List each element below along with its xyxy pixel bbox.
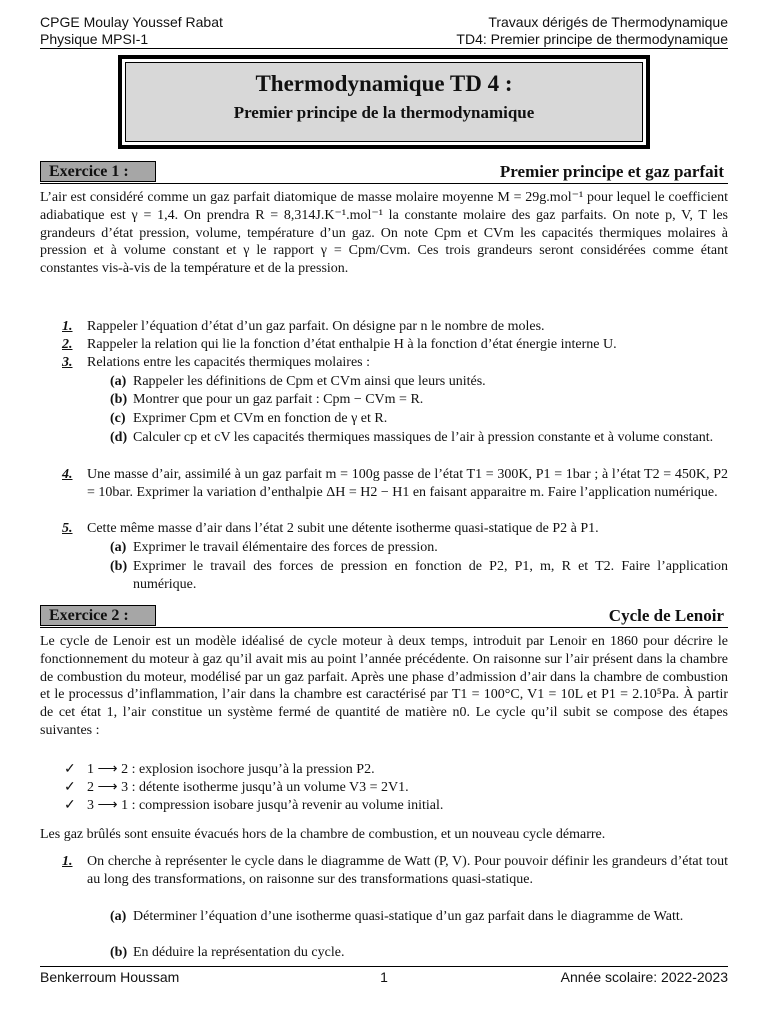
check-icon: ✓ bbox=[64, 780, 76, 795]
exercise1-question-1: Rappeler l’équation d’état d’un gaz parfait. On désigne par n le nombre de moles. bbox=[87, 319, 545, 334]
exercise1-intro: L’air est considéré comme un gaz parfait diatomique de masse molaire moyenne M = 29g.mol⁻¹ pour lequel le coefficient adiabatique est γ = 1,4. On prendra R = 8,314J.K⁻¹.mol⁻¹ la constante molaire des gaz parfaits. On note p, V, T les grandeurs d’état pression, volume, température d’un gaz. On note Cpm et CVm les capacités thermiques molaires à pression et à volume constant et γ le rapport γ = Cpm/Cvm. Ces trois grandeurs seront considérées comme étant constantes vis-à-vis de la température et de la pression. bbox=[40, 190, 728, 277]
exercise2-title: Cycle de Lenoir bbox=[608, 606, 724, 625]
page-number: 1 bbox=[380, 969, 388, 985]
cycle-step-3: 3 ⟶ 1 : compression isobare jusqu’à revenir au volume initial. bbox=[87, 798, 444, 813]
course-name: Travaux dérigés de Thermodynamique bbox=[488, 14, 728, 30]
exercise2-intro: Le cycle de Lenoir est un modèle idéalisé de cycle moteur à deux temps, introduit par Lenoir en 1860 pour décrire le fonctionnement du moteur à gaz qu’il avait mis au point l’année précédente. On raisonne sur l’air présent dans la chambre de combustion du moteur, modélisé par un gaz parfait. Après une phase d’admission d’air dans la chambre de combustion et le processus d’inflammation, l’air dans la chambre est caractérisé par T1 = 100°C, V1 = 10L et P1 = 2.10⁵Pa. À partir de cet état 1, l’air constitue un système fermé de quantité de matière n0. Le cycle qu’il subit se compose des étapes suivantes : bbox=[40, 634, 728, 738]
q-number: 1. bbox=[62, 319, 73, 334]
sub-label: (a) bbox=[110, 540, 127, 555]
page-subtitle: Premier principe de la thermodynamique bbox=[233, 103, 535, 122]
sub-label: (b) bbox=[110, 559, 128, 574]
exercise2-after: Les gaz brûlés sont ensuite évacués hors de la chambre de combustion, et un nouveau cycle démarre. bbox=[40, 827, 606, 842]
exercise1-label: Exercice 1 : bbox=[40, 161, 156, 182]
exercise2-question-1a: Déterminer l’équation d’une isotherme quasi-statique d’un gaz parfait dans le diagramme de Watt. bbox=[133, 909, 684, 924]
page-title: Thermodynamique TD 4 : bbox=[255, 71, 513, 96]
check-icon: ✓ bbox=[64, 762, 76, 777]
exercise1-question-3a: Rappeler les définitions de Cpm et CVm ainsi que leurs unités. bbox=[133, 374, 486, 389]
header-divider bbox=[40, 48, 728, 49]
sub-label: (b) bbox=[110, 945, 128, 960]
title-box bbox=[118, 55, 650, 149]
q-number: 4. bbox=[62, 467, 73, 482]
sub-label: (c) bbox=[110, 411, 126, 426]
sub-label: (b) bbox=[110, 392, 128, 407]
exercise1-question-5a: Exprimer le travail élémentaire des forces de pression. bbox=[133, 540, 438, 555]
q-number: 5. bbox=[62, 521, 73, 536]
exercise1-question-5b: Exprimer le travail des forces de pression en fonction de P2, P1, m, R et T2. Faire l’application numérique. bbox=[133, 559, 728, 592]
sub-label: (d) bbox=[110, 430, 128, 445]
exercise1-question-2: Rappeler la relation qui lie la fonction d’état enthalpie H à la fonction d’état énergie interne U. bbox=[87, 337, 617, 352]
td-name: TD4: Premier principe de thermodynamique bbox=[456, 31, 728, 47]
footer-year: Année scolaire: 2022-2023 bbox=[560, 969, 728, 985]
header-left bbox=[40, 14, 223, 48]
school-name: CPGE Moulay Youssef Rabat bbox=[40, 14, 223, 30]
exercise1-question-3: Relations entre les capacités thermiques molaires : bbox=[87, 355, 371, 370]
footer-divider bbox=[40, 966, 728, 967]
exercise1-question-3d: Calculer cp et cV les capacités thermiques massiques de l’air à pression constante et à volume constant. bbox=[133, 430, 714, 445]
q-number: 2. bbox=[62, 337, 73, 352]
header-right bbox=[456, 14, 728, 48]
sub-label: (a) bbox=[110, 374, 127, 389]
q-number: 3. bbox=[62, 355, 73, 370]
exercise1-question-3b: Montrer que pour un gaz parfait : Cpm − CVm = R. bbox=[133, 392, 424, 407]
exercise2-question-1: On cherche à représenter le cycle dans le diagramme de Watt (P, V). Pour pouvoir définir les grandeurs d’état tout au long des transformations, on raisonne sur des transformations quasi-statique. bbox=[87, 854, 728, 887]
q-number: 1. bbox=[62, 854, 73, 869]
exercise1-question-3c: Exprimer Cpm et CVm en fonction de γ et R. bbox=[133, 411, 388, 426]
class-name: Physique MPSI-1 bbox=[40, 31, 149, 47]
check-icon: ✓ bbox=[64, 798, 76, 813]
cycle-step-1: 1 ⟶ 2 : explosion isochore jusqu’à la pression P2. bbox=[87, 762, 375, 777]
exercise1-question-5: Cette même masse d’air dans l’état 2 subit une détente isotherme quasi-statique de P2 à P1. bbox=[87, 521, 599, 536]
exercise1-question-4: Une masse d’air, assimilé à un gaz parfait m = 100g passe de l’état T1 = 300K, P1 = 1bar ; à l’état T2 = 450K, P2 = 10bar. Exprimer la variation d’enthalpie ΔH = H2 − H1 en faisant apparaitre m. Faire l’application numérique. bbox=[87, 467, 728, 500]
exercise2-header bbox=[40, 605, 728, 628]
sub-label: (a) bbox=[110, 909, 127, 924]
exercise1-title: Premier principe et gaz parfait bbox=[499, 162, 724, 181]
exercise2-label: Exercice 2 : bbox=[40, 605, 156, 626]
cycle-step-2: 2 ⟶ 3 : détente isotherme jusqu’à un volume V3 = 2V1. bbox=[87, 780, 409, 795]
footer-author: Benkerroum Houssam bbox=[40, 969, 180, 985]
exercise2-question-1b: En déduire la représentation du cycle. bbox=[133, 945, 345, 960]
exercise1-header bbox=[40, 161, 728, 184]
